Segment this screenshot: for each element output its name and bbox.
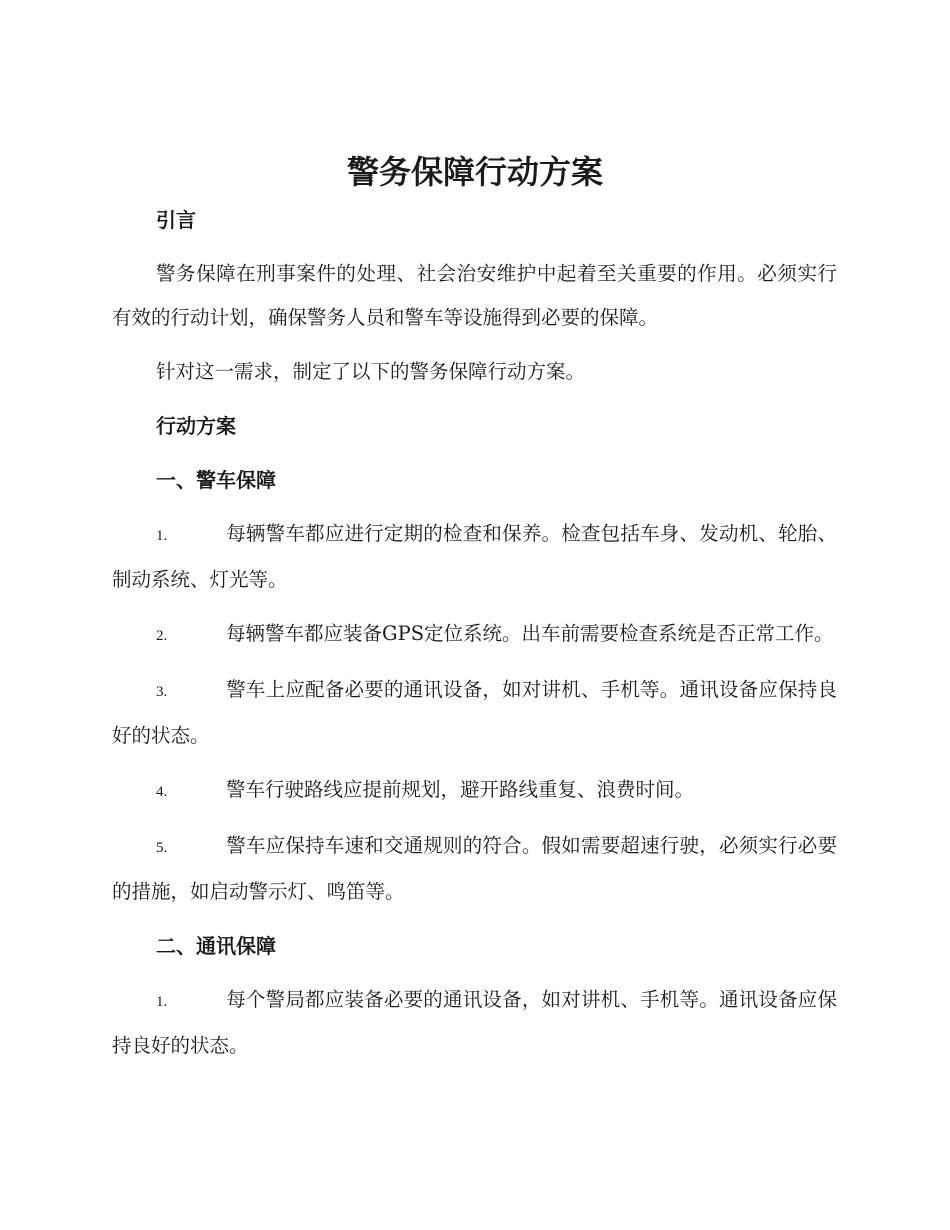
list-item	[112, 512, 837, 602]
list-item	[112, 824, 837, 914]
list-item-text: 每辆警车都应进行定期的检查和保养。检查包括车身、发动机、轮胎、制动系统、灯光等。	[112, 522, 837, 591]
list-item-text: 警车应保持车速和交通规则的符合。假如需要超速行驶，必须实行必要的措施，如启动警示灯、鸣笛等。	[112, 834, 837, 903]
list-item	[112, 978, 837, 1068]
list-item	[112, 668, 837, 758]
list-item-text: 每辆警车都应装备GPS定位系统。出车前需要检查系统是否正常工作。	[226, 622, 834, 645]
intro-paragraph: 警务保障在刑事案件的处理、社会治安维护中起着至关重要的作用。必须实行有效的行动计划，确保警务人员和警车等设施得到必要的保障。	[112, 262, 837, 329]
intro-paragraph: 针对这一需求，制定了以下的警务保障行动方案。	[156, 360, 586, 383]
document-title: 警务保障行动方案	[346, 153, 603, 191]
plan-heading: 行动方案	[156, 414, 236, 438]
section-heading-police-car: 一、警车保障	[156, 468, 276, 492]
section-heading-communication: 二、通讯保障	[156, 934, 276, 958]
document-body	[112, 198, 837, 1078]
list-item-text: 警车上应配备必要的通讯设备，如对讲机、手机等。通讯设备应保持良好的状态。	[112, 678, 837, 747]
list-item-text: 警车行驶路线应提前规划，避开路线重复、浪费时间。	[226, 778, 695, 801]
list-item-text: 每个警局都应装备必要的通讯设备，如对讲机、手机等。通讯设备应保持良好的状态。	[112, 988, 837, 1057]
list-item-number: 5.	[156, 840, 168, 856]
list-item-number: 2.	[156, 628, 168, 644]
list-item-number: 1.	[156, 528, 168, 544]
intro-heading: 引言	[156, 208, 196, 232]
list-item	[112, 612, 837, 658]
list-item-number: 4.	[156, 784, 168, 800]
list-item-number: 1.	[156, 994, 168, 1010]
list-item	[112, 768, 837, 814]
list-item-number: 3.	[156, 684, 168, 700]
